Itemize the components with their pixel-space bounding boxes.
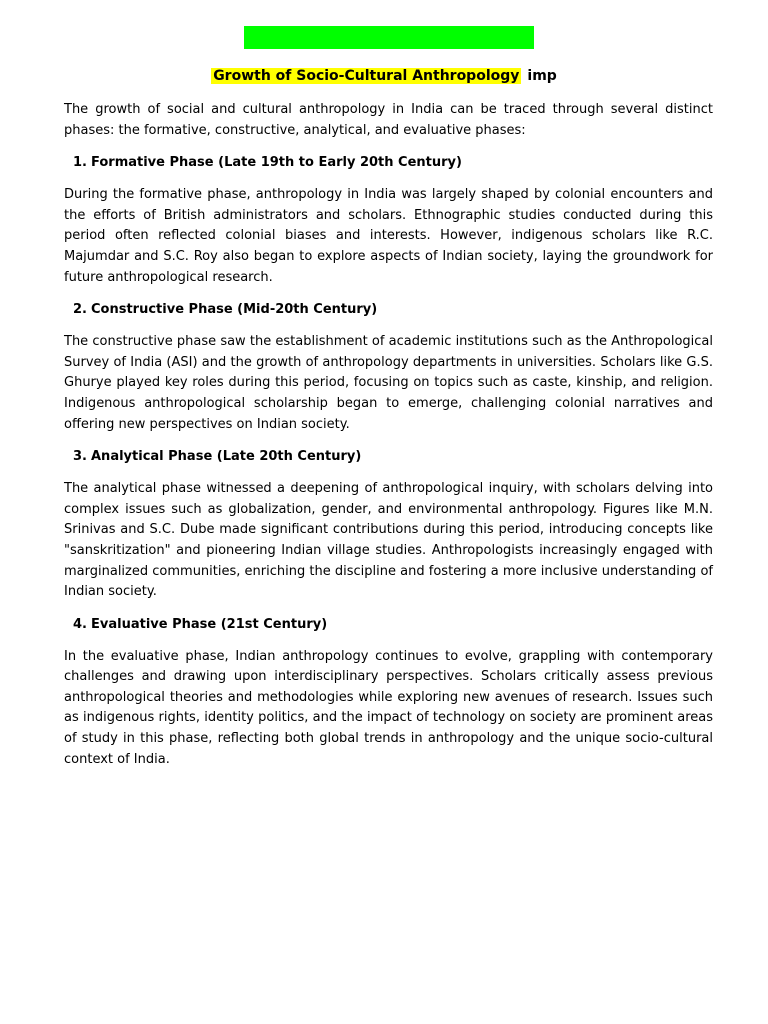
section-heading-evaluative [64, 615, 713, 635]
importance-tag: imp [527, 68, 557, 84]
section-number: 2. [73, 302, 87, 318]
section-number: 1. [73, 155, 87, 171]
section-heading-analytical [64, 447, 713, 467]
section-body-constructive: The constructive phase saw the establishment of academic institutions such as the Anthropological Survey of India (ASI) and the growth of anthropology departments in universities. Scholars like G.S. Ghurye played key roles during this period, focusing on topics such as caste, kinship, and religion. Indigenous anthropological scholarship began to emerge, challenging colonial narratives and offering new perspectives on Indian society. [64, 334, 713, 432]
section-body-evaluative: In the evaluative phase, Indian anthropology continues to evolve, grappling with contemporary challenges and drawing upon interdisciplinary perspectives. Scholars critically assess previous anthropological theories and methodologies while exploring new avenues of research. Issues such as indigenous rights, identity politics, and the impact of technology on society are prominent areas of study in this phase, reflecting both global trends in anthropology and the unique socio-cultural context of India. [64, 648, 713, 767]
intro-paragraph: The growth of social and cultural anthropology in India can be traced through several distinct phases: the formative, constructive, analytical, and evaluative phases: [64, 102, 713, 138]
title-text: Growth of Socio-Cultural Anthropology [213, 68, 520, 84]
section-number: 3. [73, 449, 87, 465]
section-title: Formative Phase (Late 19th to Early 20th Century) [91, 155, 462, 171]
document-body [64, 100, 713, 782]
section-body-analytical: The analytical phase witnessed a deepening of anthropological inquiry, with scholars delving into complex issues such as globalization, gender, and environmental anthropology. Figures like M.N. Srinivas and S.C. Dube made significant contributions during this period, introducing concepts like "sanskritization" and pioneering Indian village studies. Anthropologists increasingly engaged with marginalized communities, enriching the discipline and fostering a more inclusive understanding of Indian society. [64, 481, 713, 600]
page-title [0, 66, 768, 86]
section-title: Constructive Phase (Mid-20th Century) [91, 302, 378, 318]
section-heading-constructive [64, 300, 713, 320]
section-body-formative: During the formative phase, anthropology in India was largely shaped by colonial encounters and the efforts of British administrators and scholars. Ethnographic studies conducted during this period often reflected colonial biases and interests. However, indigenous scholars like R.C. Majumdar and S.C. Roy also began to explore aspects of Indian society, laying the groundwork for future anthropological research. [64, 187, 713, 285]
highlight-bar [244, 26, 534, 49]
section-heading-formative [64, 153, 713, 173]
section-title: Evaluative Phase (21st Century) [91, 616, 328, 632]
section-title: Analytical Phase (Late 20th Century) [91, 449, 362, 465]
section-number: 4. [73, 616, 87, 632]
